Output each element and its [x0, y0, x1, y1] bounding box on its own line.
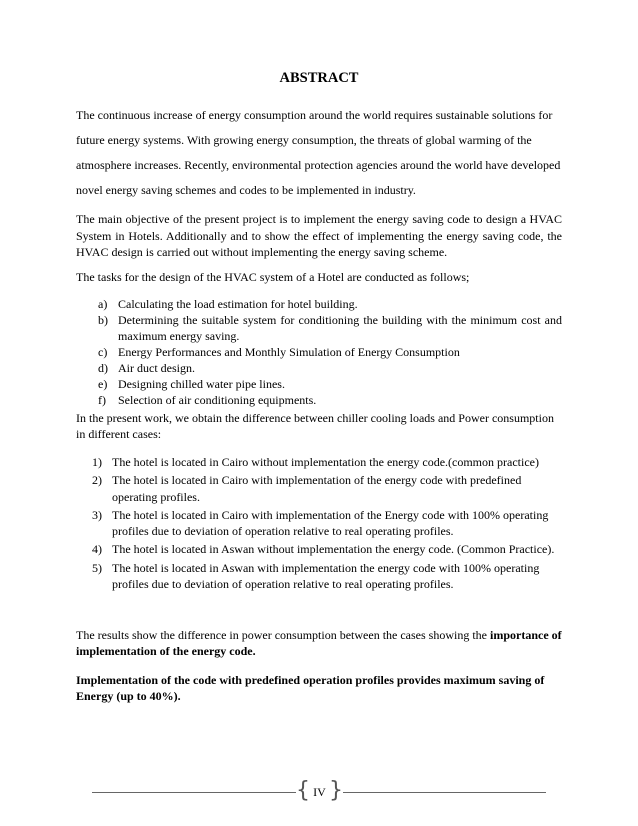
list-item-text: Calculating the load estimation for hotel building.: [118, 297, 358, 311]
case-list: [92, 454, 562, 594]
list-item-text: The hotel is located in Cairo with implementation of the Energy code with 100% operating profiles due to deviation of operation relative to real operating profiles.: [112, 507, 549, 539]
right-brace-icon: }: [329, 778, 343, 803]
list-marker: 5): [92, 560, 102, 575]
list-item: [98, 392, 562, 408]
list-item-text: The hotel is located in Cairo without implementation the energy code.(common practice): [112, 455, 539, 469]
list-item-text: The hotel is located in Aswan without implementation the energy code. (Common Practice).: [112, 542, 555, 557]
paragraph-conclusion: Implementation of the code with predefined operation profiles provides maximum saving of Energy (up to 40%).: [76, 673, 545, 703]
list-item-text: Air duct design.: [118, 361, 195, 375]
page-number-box: [296, 778, 343, 803]
list-marker: 4): [92, 542, 102, 557]
paragraph-results: [76, 627, 562, 659]
list-item-text: The hotel is located in Cairo with implementation of the energy code with predefined operating profiles.: [112, 473, 522, 504]
list-item-text: Determining the suitable system for conditioning the building with the minimum cost and maximum energy saving.: [118, 313, 562, 343]
list-item: [92, 454, 562, 470]
paragraph-tasks-intro: The tasks for the design of the HVAC system of a Hotel are conducted as follows;: [76, 270, 470, 284]
list-marker: d): [98, 361, 108, 375]
list-item-text: The hotel is located in Aswan with implementation the energy code with 100% operating profiles due to deviation of operation relative to real operating profiles.: [112, 560, 540, 592]
list-item-text: Designing chilled water pipe lines.: [118, 377, 285, 391]
list-marker: e): [98, 377, 108, 391]
list-item: [98, 376, 562, 392]
list-item: [92, 560, 562, 593]
page-number: IV: [313, 785, 326, 799]
list-marker: 3): [92, 507, 102, 522]
results-emphasis: importance of implementation of the energy code.: [76, 628, 562, 658]
list-item: [98, 360, 562, 376]
list-item-text: Selection of air conditioning equipments.: [118, 393, 317, 407]
footer-rule-left: [92, 792, 296, 793]
list-marker: f): [98, 393, 106, 407]
list-item: [92, 541, 562, 557]
list-marker: b): [98, 313, 108, 327]
list-item: [92, 472, 562, 505]
results-text: The results show the difference in power consumption between the cases showing the: [76, 628, 490, 642]
list-item: [98, 296, 562, 312]
list-marker: a): [98, 297, 108, 311]
list-marker: c): [98, 345, 108, 359]
abstract-title: ABSTRACT: [279, 70, 359, 86]
list-marker: 2): [92, 473, 102, 488]
paragraph-objective: The main objective of the present project is to implement the energy saving code to design a HVAC System in Hotels. Additionally and to show the effect of implementing the energy saving code, the HVAC design is carried out without implementing the energy saving scheme.: [76, 212, 562, 259]
list-item: [92, 507, 562, 540]
list-marker: 1): [92, 455, 102, 469]
list-item-text: Energy Performances and Monthly Simulation of Energy Consumption: [118, 345, 460, 359]
task-list: [98, 296, 562, 408]
paragraph-cases-intro: In the present work, we obtain the difference between chiller cooling loads and Power consumption in different cases:: [76, 411, 554, 441]
list-item: [98, 344, 562, 360]
paragraph-intro: The continuous increase of energy consumption around the world requires sustainable solutions for future energy systems. With growing energy consumption, the threats of global warming of the atmosphere increases. Recently, environmental protection agencies around the world have developed novel energy saving schemes and codes to be implemented in industry.: [76, 108, 561, 197]
left-brace-icon: {: [296, 778, 310, 803]
list-item: [98, 312, 562, 344]
footer-rule-right: [343, 792, 546, 793]
